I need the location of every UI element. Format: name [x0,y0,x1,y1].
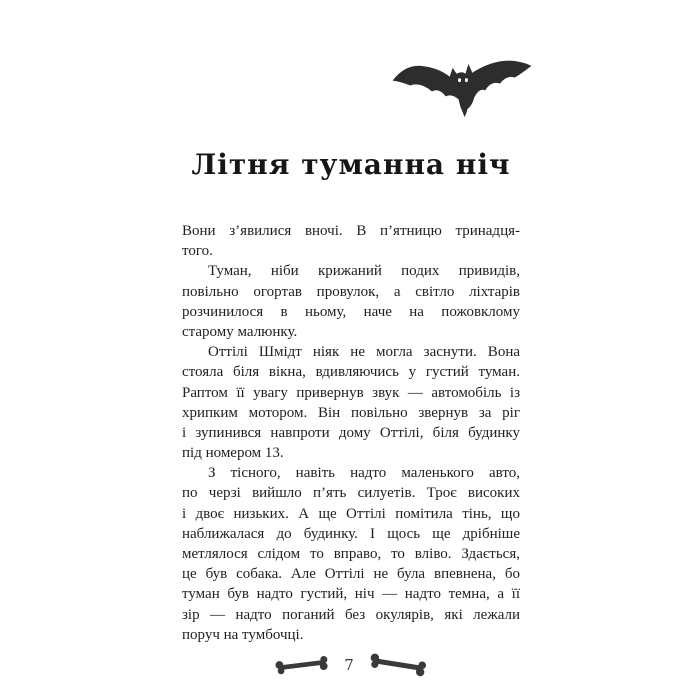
text-line: поруч на тумбочці. [182,626,304,643]
text-block [182,221,520,645]
text-line: Туман, ніби крижаний подих привидів, [208,263,520,280]
text-line: зір — надто поганий без окулярів, які лежали [182,606,520,623]
text-line: Оттілі Шмідт ніяк не могла заснути. Вона [208,344,520,361]
text-line: і зупинився навпроти дому Оттілі, біля будинку [182,424,520,441]
bone-icon [367,651,429,678]
page-number: 7 [344,655,354,674]
text-line: З тісного, навіть надто маленького авто, [208,465,520,482]
text-line: Вони з’явилися вночі. В п’ятницю тринадця- [182,223,520,239]
text-line: наближалася до будинку. І щось ще дрібніше [182,525,520,542]
text-line: розчинилося в ньому, наче на пожовклому [182,303,520,320]
text-line: того. [182,243,213,260]
text-line: повільно огортав провулок, а світло ліхтарів [182,283,520,300]
text-line: по черзі вийшло п’ять силуетів. Троє високих [182,485,520,502]
text-line: стояла біля вікна, вдивляючись у густий туман. [182,364,520,381]
bone-icon [273,653,331,677]
text-line: під номером 13. [182,445,284,462]
text-line: старому малюнку. [182,323,298,340]
text-line: хрипким мотором. Він повільно звернув за ріг [182,404,520,421]
page-footer [182,650,520,680]
chapter-title: Літня туманна ніч [191,148,511,181]
text-line: і двоє низьких. А ще Оттілі помітила тінь, що [182,505,520,522]
text-line: це був собака. Але Оттілі не була впевнена, бо [182,566,520,583]
text-line: метлялося слідом то вправо, то вліво. Здається, [182,546,520,562]
bat-silhouette-icon [390,56,534,120]
text-line: туман був надто густий, ніч — надто темна, а її [182,586,520,603]
text-line: Раптом її увагу привернув звук — автомобіль із [182,384,520,401]
